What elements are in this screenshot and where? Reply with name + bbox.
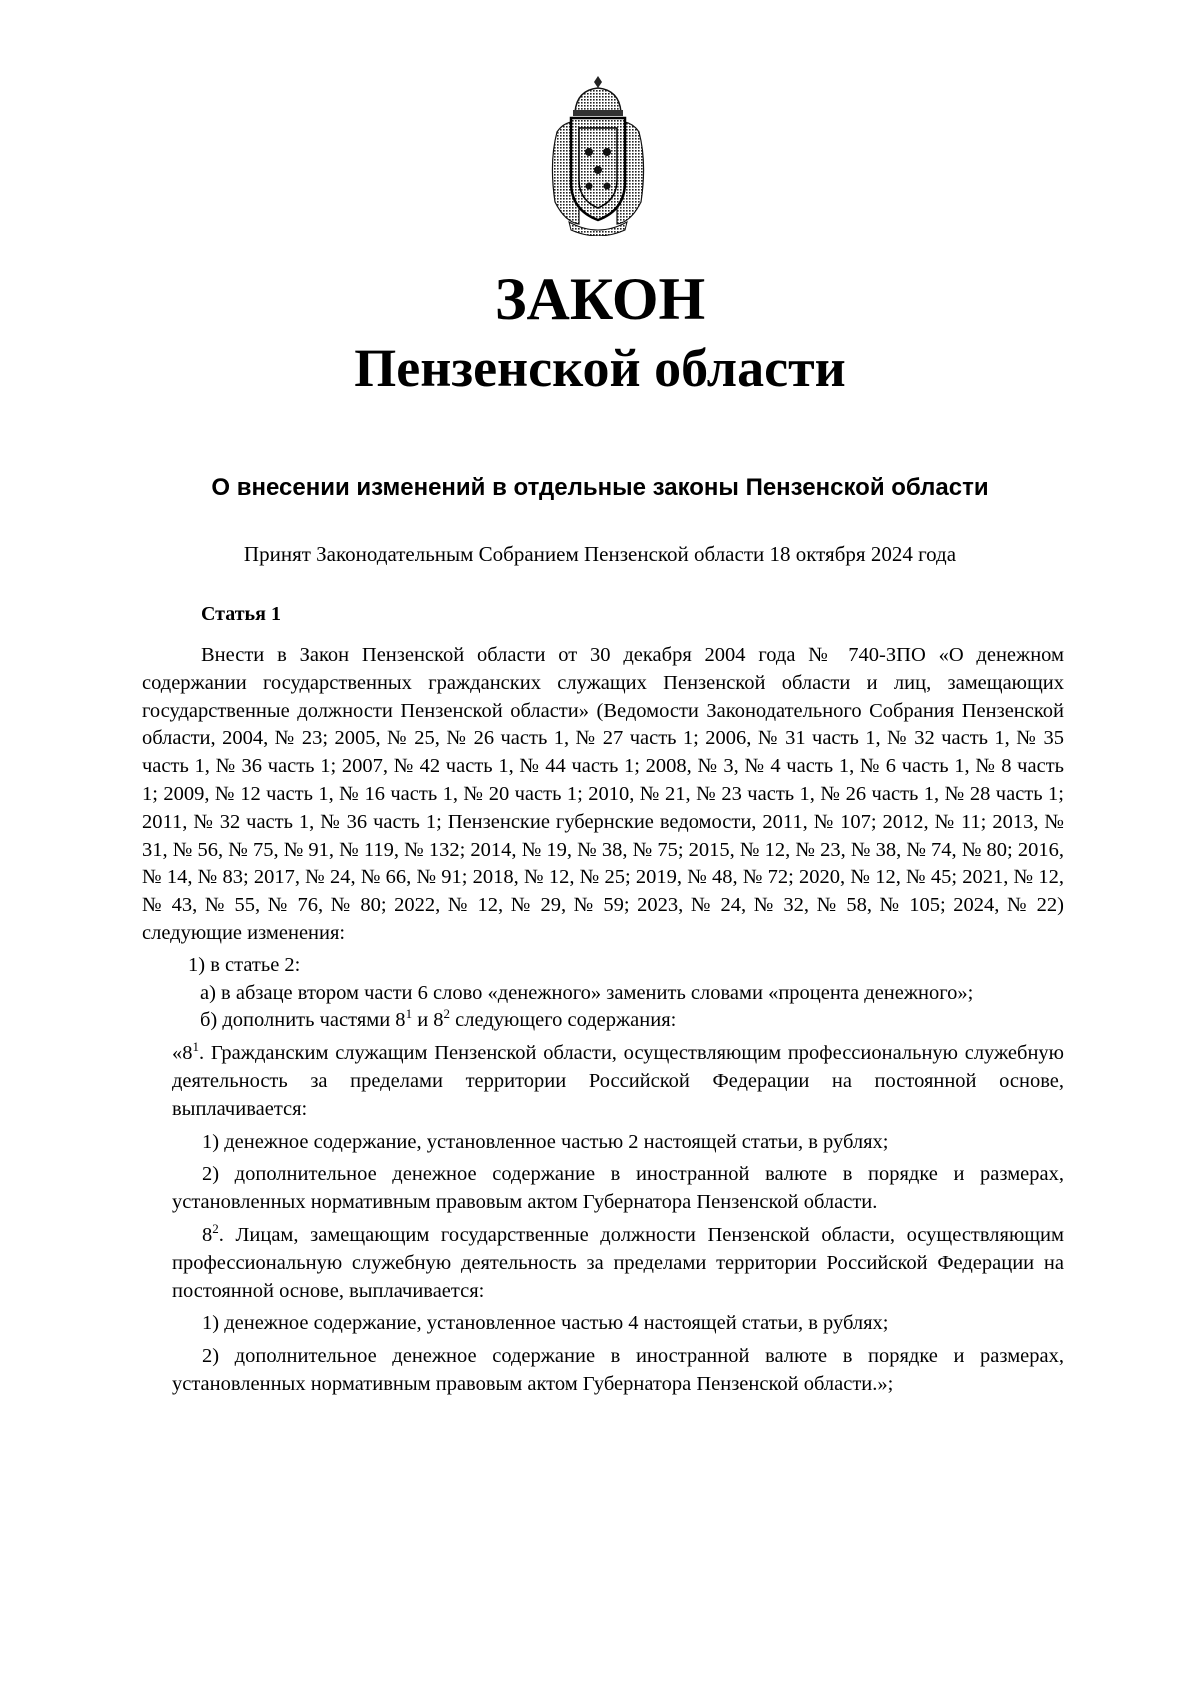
document-title: ЗАКОН — [494, 266, 706, 332]
paragraph-8-2-item-2: 2) дополнительное денежное содержание в иностранной валюте в порядке и размерах, установленных нормативным правовым актом Губернатора Пензенской области.»; — [172, 1345, 1064, 1395]
paragraph-8-1: «$8^1$. Гражданским служащим Пензенской области, осуществляющим профессиональную служебную деятельность за пределами территории Российской Федерации на постоянной основе, выплачивается: — [172, 1039, 1064, 1120]
coat-of-arms-icon — [545, 72, 651, 236]
paragraph-8-2: $8^2$. Лицам, замещающим государственные должности Пензенской области, осуществляющим профессиональную служебную деятельность за пределами территории Российской Федерации на постоянной основе, выплачивается: — [172, 1221, 1064, 1302]
article-intro: Внести в Закон Пензенской области от 30 декабря 2004 года № 740-ЗПО «О денежном содержании государственных гражданских служащих Пензенской области и лиц, замещающих государственные должности Пензенской области» (Ведомости Законодательного Собрания Пензенской области, 2004, № 23; 2005, № 25, № 26 часть 1, № 27 часть 1; 2006, № 31 часть 1, № 32 часть 1, № 35 часть 1, № 36 часть 1; 2007, № 42 часть 1, № 44 часть 1; 2008, № 3, № 4 часть 1, № 6 часть 1, № 8 часть 1; 2009, № 12 часть 1, № 16 часть 1, № 20 часть 1; 2010, № 21, № 23 часть 1, № 26 часть 1, № 28 часть 1; 2011, № 32 часть 1, № 36 часть 1; Пензенские губернские ведомости, 2011, № 107; 2012, № 11; 2013, № 31, № 56, № 75, № 91, № 119, № 132; 2014, № 19, № 38, № 75; 2015, № 12, № 23, № 38, № 74, № 80; 2016, № 14, № 83; 2017, № 24, № 66, № 91; 2018, № 12, № 25; 2019, № 48, № 72; 2020, № 12, № 45; 2021, № 12, № 43, № 55, № 76, № 80; 2022, № 12, № 29, № 59; 2023, № 24, № 32, № 58, № 105; 2024, № 22) следующие изменения: — [142, 644, 1064, 944]
paragraph-8-1-item-2: 2) дополнительное денежное содержание в иностранной валюте в порядке и размерах, установленных нормативным правовым актом Губернатора Пензенской области. — [172, 1163, 1064, 1214]
adoption-note: Принят Законодательным Собранием Пензенской области 18 октября 2024 года — [243, 542, 957, 566]
list-item: б) дополнить частями $8^1$ и $8^2$ следующего содержания: — [200, 1006, 677, 1032]
paragraph-8-2-item-1: 1) денежное содержание, установленное частью 4 настоящей статьи, в рублях; — [202, 1312, 889, 1335]
law-subject: О внесении изменений в отдельные законы Пензенской области — [211, 474, 989, 501]
article-body — [142, 642, 1064, 1399]
article-heading: Статья 1 — [201, 603, 281, 625]
list-item: 1) в статье 2: — [188, 953, 301, 976]
paragraph-8-1-item-1: 1) денежное содержание, установленное частью 2 настоящей статьи, в рублях; — [202, 1130, 889, 1153]
document-subtitle: Пензенской области — [354, 338, 846, 398]
list-item: а) в абзаце втором части 6 слово «денежного» заменить словами «процента денежного»; — [200, 981, 974, 1004]
